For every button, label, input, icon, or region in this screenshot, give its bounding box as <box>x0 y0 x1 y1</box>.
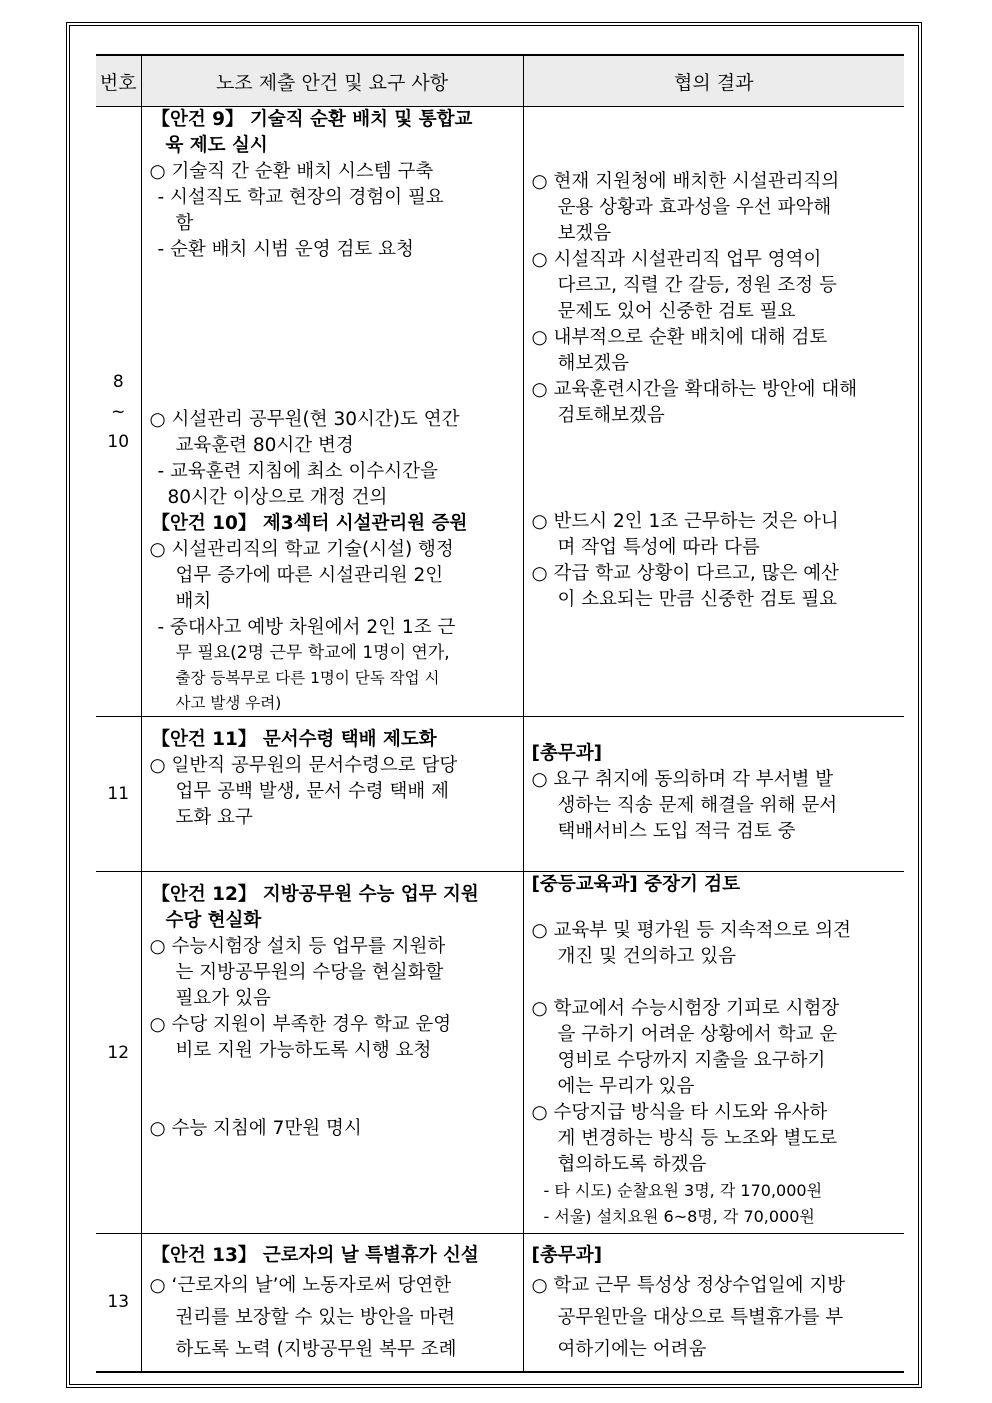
request-cell: 【안건 9】 기술직 순환 배치 및 통합교 육 제도 실시 ○ 기술직 간 순환 배치 시스템 구축 - 시설직도 학교 현장의 경험이 필요 함 - 순환 배치 시범 운영 검토 요청 ○ 시설관리 공무원(현 30시간)도 연간 교육훈련 80시간 변경 - 교육훈련 지침에 최소 이수시간을 80시간 이상으로 개정 건의 【안건 10】 제3섹터 시설관리원 증원 ○ 시설관리직의 학교 기술(시설) 행정 업무 증가에 따른 시설관리원 2인 배치 - 중대사고 예방 차원에서 2인 1조 근 무 필요(2명 근무 학교에 1명이 연가, 출장 등복무로 다른 1명이 단독 작업 시 사고 발생 우려) <box>141 107 523 717</box>
agenda-title: 【안건 10】 제3섹터 시설관리원 증원 <box>151 513 468 534</box>
agenda-title: 【안건 12】 지방공무원 수능 업무 지원 <box>151 884 479 905</box>
request-cell: 【안건 13】 근로자의 날 특별휴가 신설 ○ ‘근로자의 날’에 노동자로써 당연한 권리를 보장할 수 있는 방안을 마련 하도록 노력 (지방공무원 복무 조례 <box>141 1234 523 1372</box>
row-number: 13 <box>96 1234 141 1372</box>
header-results: 협의 결과 <box>523 55 904 107</box>
agenda-title-cont: 육 제도 실시 <box>165 135 268 156</box>
table-row <box>96 107 904 717</box>
table-row <box>96 1234 904 1372</box>
agenda-title-cont: 수당 현실화 <box>165 910 262 931</box>
result-cell: ○ 현재 지원청에 배치한 시설관리직의 운용 상황과 효과성을 우선 파악해 보겠음 ○ 시설직과 시설관리직 업무 영역이 다르고, 직렬 간 갈등, 정원 조정 등 문제도 있어 신중한 검토 필요 ○ 내부적으로 순환 배치에 대해 검토 해보겠음 ○ 교육훈련시간을 확대하는 방안에 대해 검토해보겠음 ○ 반드시 2인 1조 근무하는 것은 아니 며 작업 특성에 따라 다름 ○ 각급 학교 상황이 다르고, 많은 예산 이 소요되는 만큼 신중한 검토 필요 <box>523 107 904 717</box>
dept-label: [총무과] <box>531 1245 603 1266</box>
dept-label: [중등교육과] 중장기 검토 <box>531 874 741 895</box>
request-cell: 【안건 12】 지방공무원 수능 업무 지원 수당 현실화 ○ 수능시험장 설치 등 업무를 지원하 는 지방공무원의 수당을 현실화할 필요가 있음 ○ 수당 지원이 부족한 경우 학교 운영 비로 지원 가능하도록 시행 요청 ○ 수능 지침에 7만원 명시 <box>141 872 523 1234</box>
table-row <box>96 872 904 1234</box>
result-cell: [중등교육과] 중장기 검토 ○ 교육부 및 평가원 등 지속적으로 의견 개진 및 건의하고 있음 ○ 학교에서 수능시험장 기피로 시험장 을 구하기 어려운 상황에서 학교 운 영비로 수당까지 지출을 요구하기 에는 무리가 있음 ○ 수당지급 방식을 타 시도와 유사하 게 변경하는 방식 등 노조와 별도로 협의하도록 하겠음 - 타 시도) 순찰요원 3명, 각 170,000원 - 서울) 설치요원 6~8명, 각 70,000원 <box>523 872 904 1234</box>
agenda-title: 【안건 13】 근로자의 날 특별휴가 신설 <box>151 1245 479 1266</box>
agenda-title: 【안건 9】 기술직 순환 배치 및 통합교 <box>151 109 473 130</box>
table-row <box>96 717 904 872</box>
header-items: 노조 제출 안건 및 요구 사항 <box>141 55 523 107</box>
row-number: 11 <box>96 717 141 872</box>
row-number: 8 ~ 10 <box>96 107 141 717</box>
result-cell: [총무과] ○ 요구 취지에 동의하며 각 부서별 발 생하는 직송 문제 해결을 위해 문서 택배서비스 도입 적극 검토 중 <box>523 717 904 872</box>
negotiation-table <box>96 54 904 1373</box>
result-cell: [총무과] ○ 학교 근무 특성상 정상수업일에 지방 공무원만을 대상으로 특별휴가를 부 여하기에는 어려움 <box>523 1234 904 1372</box>
row-number: 12 <box>96 872 141 1234</box>
header-no: 번호 <box>96 55 141 107</box>
agenda-title: 【안건 11】 문서수령 택배 제도화 <box>151 729 437 750</box>
header-row <box>96 55 904 107</box>
dept-label: [총무과] <box>531 743 603 764</box>
request-cell: 【안건 11】 문서수령 택배 제도화 ○ 일반직 공무원의 문서수령으로 담당 업무 공백 발생, 문서 수령 택배 제 도화 요구 <box>141 717 523 872</box>
